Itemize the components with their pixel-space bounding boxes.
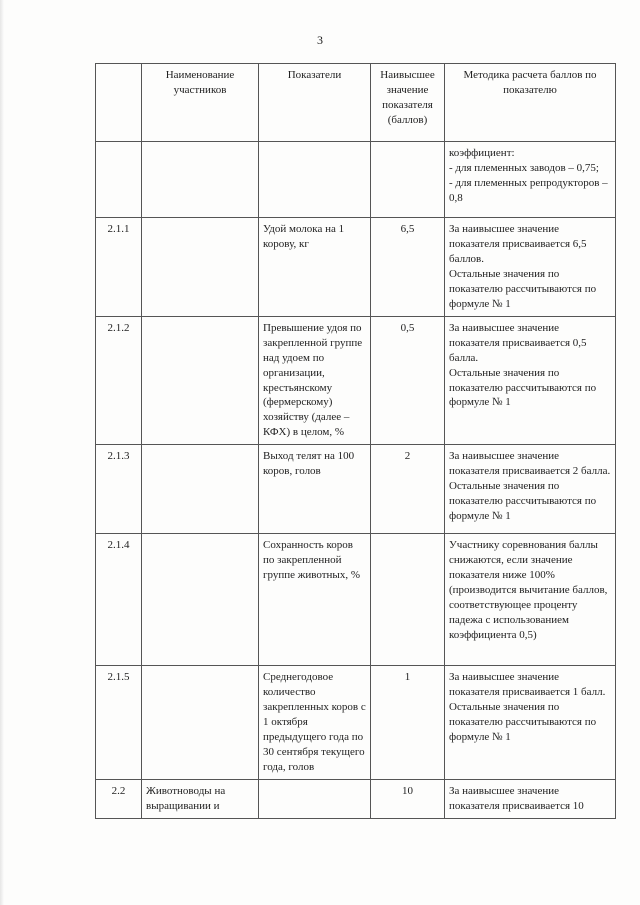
row-participants — [142, 666, 259, 780]
row-number — [96, 142, 142, 218]
row-max-score: 1 — [371, 666, 445, 780]
row-indicator: Среднегодовое количество закрепленных коров с 1 октября предыдущего года по 30 сентября текущего года, голов — [259, 666, 371, 780]
table-row — [96, 142, 616, 218]
row-max-score — [371, 142, 445, 218]
row-method: коэффициент: - для племенных заводов – 0,75; - для племенных репродукторов – 0,8 — [445, 142, 616, 218]
scan-edge — [0, 0, 4, 905]
table-row — [96, 666, 616, 780]
row-number: 2.1.4 — [96, 534, 142, 666]
row-participants — [142, 218, 259, 317]
row-indicator: Выход телят на 100 коров, голов — [259, 445, 371, 534]
table-header-row — [96, 64, 616, 142]
row-method: Участнику соревнования баллы снижаются, если значение показателя ниже 100% (производится вычитание баллов, соответствующее проценту падежа с использованием коэффициента 0,5) — [445, 534, 616, 666]
row-method: За наивысшее значение показателя присваивается 1 балл. Остальные значения по показателю рассчитываются по формуле № 1 — [445, 666, 616, 780]
row-max-score: 10 — [371, 780, 445, 819]
row-indicator — [259, 780, 371, 819]
header-number — [96, 64, 142, 142]
row-participants — [142, 142, 259, 218]
header-max-value: Наивысшее значение показателя (баллов) — [371, 64, 445, 142]
row-number: 2.1.5 — [96, 666, 142, 780]
header-indicators: Показатели — [259, 64, 371, 142]
table-row — [96, 218, 616, 317]
row-max-score: 6,5 — [371, 218, 445, 317]
table-row — [96, 780, 616, 819]
row-method: За наивысшее значение показателя присваивается 2 балла. Остальные значения по показателю рассчитываются по формуле № 1 — [445, 445, 616, 534]
header-method: Методика расчета баллов по показателю — [445, 64, 616, 142]
header-participants: Наименование участников — [142, 64, 259, 142]
row-participants: Животноводы на выращивании и — [142, 780, 259, 819]
criteria-table — [95, 63, 616, 819]
row-method: За наивысшее значение показателя присваивается 0,5 балла. Остальные значения по показателю рассчитываются по формуле № 1 — [445, 316, 616, 445]
row-method: За наивысшее значение показателя присваивается 6,5 баллов. Остальные значения по показателю рассчитываются по формуле № 1 — [445, 218, 616, 317]
row-participants — [142, 445, 259, 534]
row-participants — [142, 534, 259, 666]
row-max-score — [371, 534, 445, 666]
table-row — [96, 534, 616, 666]
table-row — [96, 316, 616, 445]
row-max-score: 2 — [371, 445, 445, 534]
page-number: 3 — [317, 33, 323, 47]
row-max-score: 0,5 — [371, 316, 445, 445]
row-indicator: Удой молока на 1 корову, кг — [259, 218, 371, 317]
row-method: За наивысшее значение показателя присваивается 10 — [445, 780, 616, 819]
row-indicator: Превышение удоя по закрепленной группе над удоем по организации, крестьянскому (фермерскому) хозяйству (далее – КФХ) в целом, % — [259, 316, 371, 445]
row-indicator: Сохранность коров по закрепленной группе животных, % — [259, 534, 371, 666]
row-indicator — [259, 142, 371, 218]
row-number: 2.1.1 — [96, 218, 142, 317]
row-number: 2.2 — [96, 780, 142, 819]
row-number: 2.1.3 — [96, 445, 142, 534]
row-number: 2.1.2 — [96, 316, 142, 445]
row-participants — [142, 316, 259, 445]
table-row — [96, 445, 616, 534]
